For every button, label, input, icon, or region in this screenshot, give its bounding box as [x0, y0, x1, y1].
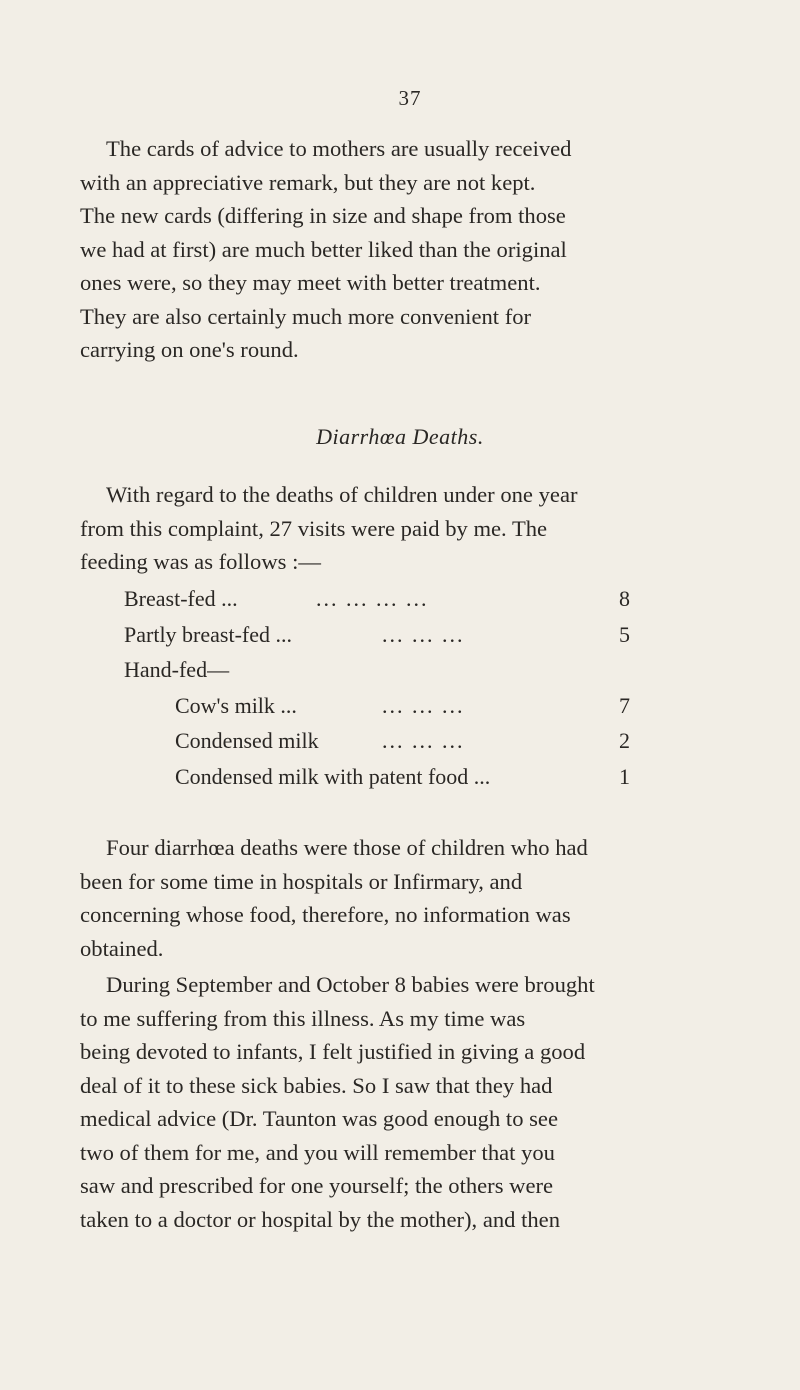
text-line: Four diarrhœa deaths were those of children who had	[106, 835, 588, 860]
paragraph-visits	[80, 478, 740, 579]
row-value: 5	[619, 621, 630, 647]
page-number: 37	[398, 86, 422, 110]
table-row	[80, 688, 740, 724]
text-line: The new cards (differing in size and shape from those	[80, 203, 566, 228]
text-line: we had at first) are much better liked than the original	[80, 236, 567, 262]
text-line: With regard to the deaths of children under one year	[106, 482, 578, 507]
text-line: taken to a doctor or hospital by the mother), and then	[80, 1206, 560, 1232]
text-line: obtained.	[80, 935, 164, 961]
paragraph-infirmary	[80, 831, 740, 965]
row-label: Condensed milk with patent food ...	[175, 763, 491, 789]
text-line: two of them for me, and you will remember that you	[80, 1139, 555, 1165]
row-label: Breast-fed ...	[124, 586, 238, 611]
text-line: The cards of advice to mothers are usually received	[106, 136, 572, 161]
row-leader-dots: ... ... ...	[382, 621, 465, 647]
section-heading: Diarrhœa Deaths.	[316, 424, 484, 449]
row-leader-dots: ... ... ...	[382, 692, 465, 718]
text-line: deal of it to these sick babies. So I saw that they had	[80, 1072, 553, 1098]
text-line: from this complaint, 27 visits were paid by me. The	[80, 515, 548, 541]
table-row	[80, 723, 740, 759]
row-value: 2	[619, 728, 630, 753]
row-label: Hand-fed—	[124, 657, 230, 682]
text-line: saw and prescribed for one yourself; the others were	[80, 1173, 554, 1198]
table-row	[80, 759, 740, 795]
table-row	[80, 652, 740, 688]
paragraph-september-october	[80, 968, 740, 1236]
text-line: being devoted to infants, I felt justified in giving a good	[80, 1039, 586, 1064]
text-line: carrying on one's round.	[80, 337, 299, 362]
row-value: 7	[619, 692, 630, 718]
text-line: They are also certainly much more convenient for	[80, 303, 532, 329]
row-label: Condensed milk	[175, 728, 319, 753]
text-line: concerning whose food, therefore, no information was	[80, 902, 571, 927]
text-line: with an appreciative remark, but they are not kept.	[80, 169, 536, 195]
text-line: During September and October 8 babies were brought	[106, 972, 595, 997]
row-label: Partly breast-fed ...	[124, 621, 292, 647]
text-line: been for some time in hospitals or Infirmary, and	[80, 868, 523, 894]
row-leader-dots: ... ... ... ...	[316, 586, 429, 611]
row-label: Cow's milk ...	[175, 692, 297, 718]
row-leader-dots: ... ... ...	[382, 728, 465, 753]
row-value: 1	[619, 763, 630, 789]
paragraph-cards-of-advice	[80, 132, 740, 367]
table-row	[80, 581, 740, 617]
text-line: ones were, so they may meet with better treatment.	[80, 270, 541, 295]
feeding-table	[80, 581, 740, 794]
row-value: 8	[619, 586, 630, 611]
text-line: to me suffering from this illness. As my time was	[80, 1005, 526, 1031]
text-line: feeding was as follows :—	[80, 549, 321, 574]
table-row	[80, 617, 740, 653]
text-line: medical advice (Dr. Taunton was good enough to see	[80, 1106, 558, 1131]
